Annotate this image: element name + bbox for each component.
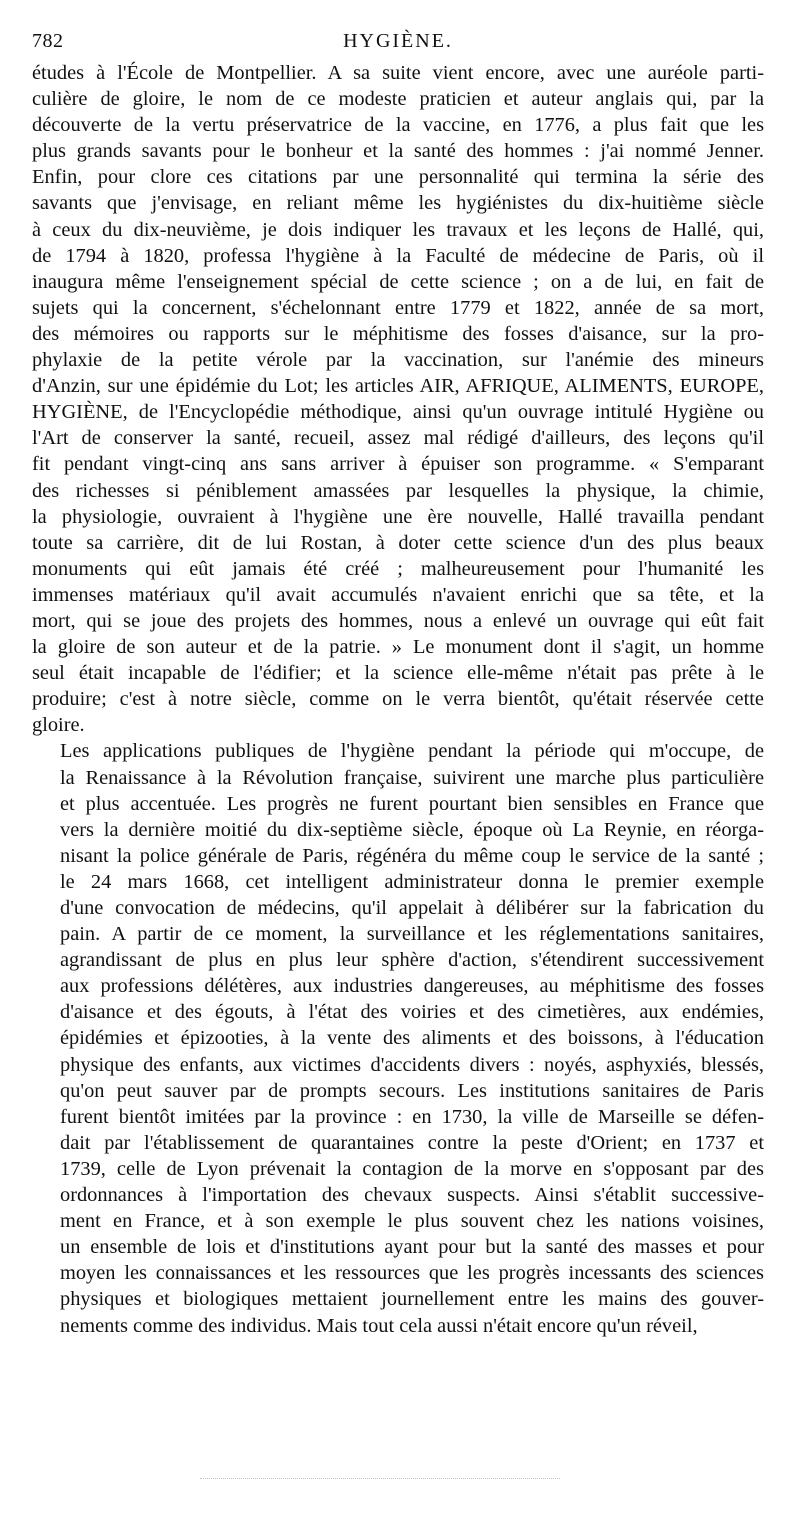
text-line: sujets qui la concernent, s'échelonnant entre 1779 et 1822, année de sa mort, [32,296,764,319]
text-line: qu'on peut sauver par de prompts secours. Les institutions sanitaires de Paris [60,1079,764,1102]
text-line: fit pendant vingt-cinq ans sans arriver à épuiser son programme. « S'emparant [32,453,764,476]
text-line: agrandissant de plus en plus leur sphère d'action, s'étendirent successivement [60,949,764,972]
text-line: la Renaissance à la Révolution française, suivirent une marche plus particulière [60,766,764,789]
paragraph-2 [32,738,764,1338]
text-line: des mémoires ou rapports sur le méphitisme des fosses d'aisance, sur la pro- [32,322,764,345]
text-line: dait par l'établissement de quarantaines contre la peste d'Orient; en 1737 et [60,1131,764,1154]
text-line: savants que j'envisage, en reliant même les hygiénistes du dix-huitième siècle [32,192,764,215]
text-line: moyen les connaissances et les ressources que les progrès incessants des sciences [60,1262,764,1285]
text-line: d'une convocation de médecins, qu'il appelait à délibérer sur la fabrication du [60,897,764,919]
footer-print-marks [200,1478,560,1487]
text-line: culière de gloire, le nom de ce modeste praticien et auteur anglais qui, par la [32,88,764,111]
text-line: seul était incapable de l'édifier; et la science elle-même n'était pas prête à le [32,662,764,685]
text-line: 1739, celle de Lyon prévenait la contagion de la morve en s'opposant par des [60,1157,764,1180]
body-text [32,60,764,1339]
text-line: ordonnances à l'importation des chevaux suspects. Ainsi s'établit successive- [60,1184,764,1207]
text-line: Enfin, pour clore ces citations par une personnalité qui termina la série des [32,166,764,189]
text-line: immenses matériaux qu'il avait accumulés n'avaient enrichi que sa tête, et la [32,583,764,606]
text-line: mort, qui se joue des projets des hommes, nous a enlevé un ouvrage qui eût fait [32,609,764,632]
text-line: pain. A partir de ce moment, la surveillance et les réglementations sanitaires, [60,923,764,946]
text-line: d'Anzin, sur une épidémie du Lot; les articles AIR, AFRIQUE, ALIMENTS, EUROPE, [32,375,764,398]
text-line: nements comme des individus. Mais tout cela aussi n'était encore qu'un réveil, [60,1314,698,1337]
page-header [32,30,764,58]
text-line: inaugura même l'enseignement spécial de cette science ; on a de lui, en fait de [32,270,764,293]
text-line: découverte de la vertu préservatrice de la vaccine, en 1776, a plus fait que les [32,114,764,137]
text-line: ment en France, et à son exemple le plus souvent chez les nations voisines, [60,1210,764,1233]
text-line: et plus accentuée. Les progrès ne furent pourtant bien sensibles en France que [60,792,764,815]
text-line: monuments qui eût jamais été créé ; malheureusement pour l'humanité les [32,557,764,580]
text-line: physique des enfants, aux victimes d'accidents divers : noyés, asphyxiés, blessés, [60,1053,764,1076]
text-line: Les applications publiques de l'hygiène pendant la période qui m'occupe, de [60,740,764,763]
text-line: furent bientôt imitées par la province : en 1730, la ville de Marseille se défen- [60,1105,764,1128]
text-line: gloire. [32,714,85,737]
text-line: épidémies et épizooties, à la vente des aliments et des boissons, à l'éducation [60,1027,764,1050]
paragraph-1 [32,60,764,738]
text-line: des richesses si péniblement amassées par lesquelles la physique, la chimie, [32,479,764,502]
text-line: d'aisance et des égouts, à l'état des voiries et des cimetières, aux endémies, [60,1001,764,1024]
text-line: phylaxie de la petite vérole par la vaccination, sur l'anémie des mineurs [32,349,764,372]
text-line: HYGIÈNE, de l'Encyclopédie méthodique, ainsi qu'un ouvrage intitulé Hygiène ou [32,401,764,424]
text-line: aux professions délétères, aux industries dangereuses, au méphitisme des fosses [60,975,764,998]
running-head: HYGIÈNE. [343,30,453,52]
text-line: vers la dernière moitié du dix-septième siècle, époque où La Reynie, en réorga- [60,818,764,841]
text-line: l'Art de conserver la santé, recueil, assez mal rédigé d'ailleurs, des leçons qu'il [32,427,764,450]
text-line: toute sa carrière, dit de lui Rostan, à doter cette science d'un des plus beaux [32,531,764,554]
text-line: plus grands savants pour le bonheur et la santé des hommes : j'ai nommé Jenner. [32,140,764,163]
text-line: produire; c'est à notre siècle, comme on le verra bientôt, qu'était réservée cette [32,688,764,711]
text-line: à ceux du dix-neuvième, je dois indiquer les travaux et les leçons de Hallé, qui, [32,218,764,241]
page-number: 782 [32,30,64,52]
text-line: de 1794 à 1820, professa l'hygiène à la Faculté de médecine de Paris, où il [32,244,764,267]
text-line: physiques et biologiques mettaient journellement entre les mains des gouver- [60,1288,764,1311]
text-line: la physiologie, ouvraient à l'hygiène une ère nouvelle, Hallé travailla pendant [32,505,764,528]
text-line: études à l'École de Montpellier. A sa suite vient encore, avec une auréole parti- [32,62,764,84]
text-line: le 24 mars 1668, cet intelligent administrateur donna le premier exemple [60,870,764,893]
text-line: nisant la police générale de Paris, régénéra du même coup le service de la santé ; [60,844,764,867]
text-line: un ensemble de lois et d'institutions ayant pour but la santé des masses et pour [60,1236,764,1259]
text-line: la gloire de son auteur et de la patrie. » Le monument dont il s'agit, un homme [32,636,764,659]
